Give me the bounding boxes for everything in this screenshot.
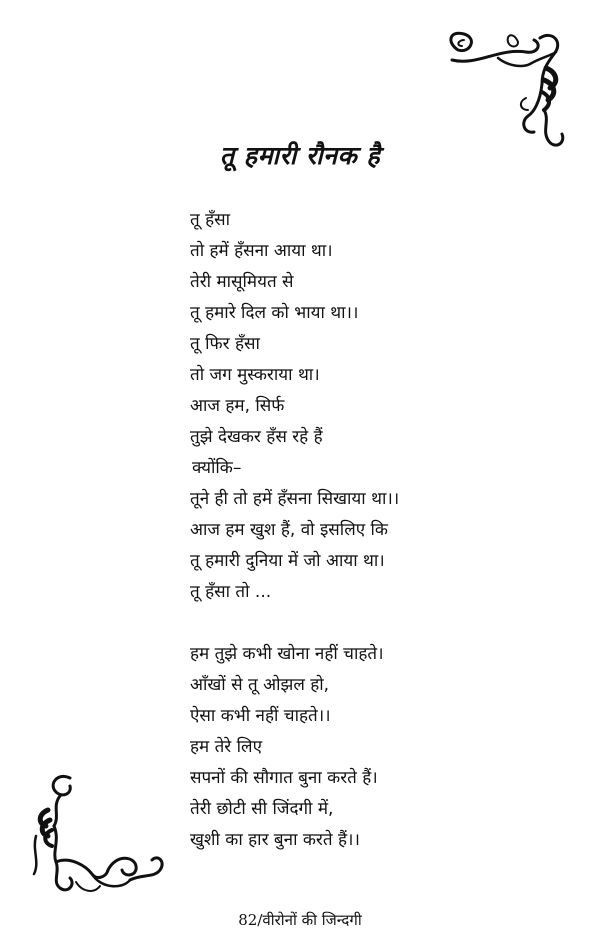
- stanza-2: [190, 639, 580, 856]
- flourish-ornament-icon: [438, 28, 573, 153]
- poem-line: तू फिर हँसा: [190, 334, 260, 354]
- poem-line: सपनों की सौगात बुना करते हैं।: [190, 768, 378, 788]
- flourish-ornament-icon: [30, 770, 170, 900]
- poem-line: ऐसा कभी नहीं चाहते।।: [190, 706, 331, 726]
- poem-line: तू हमारी दुनिया में जो आया था।: [190, 551, 385, 571]
- page-footer: 82/वीरोनों की जिन्दगी: [238, 911, 362, 929]
- poem-line: तो जग मुस्कराया था।: [190, 365, 320, 385]
- poem-line: तेरी छोटी सी जिंदगी में,: [190, 799, 334, 819]
- poem-line: आज हम, सिर्फ: [190, 396, 285, 416]
- poem-line: खुशी का हार बुना करते हैं।।: [190, 830, 360, 850]
- stanza-1: [190, 205, 580, 608]
- poem-line: आज हम खुश हैं, वो इसलिए कि: [190, 520, 388, 540]
- poem-line: हम तेरे लिए: [190, 737, 262, 757]
- poem-line: तूने ही तो हमें हँसना सिखाया था।।: [190, 489, 400, 509]
- poem-line: तू हमारे दिल को भाया था।।: [190, 303, 359, 323]
- poem-line: तुझे देखकर हँस रहे हैं: [190, 427, 323, 447]
- poem-line: तो हमें हँसना आया था।: [190, 241, 333, 261]
- poem-line: तू हँसा: [190, 210, 231, 230]
- poem-body: [190, 205, 580, 856]
- poem-line: तेरी मासूमियत से: [190, 272, 294, 292]
- poem-line: आँखों से तू ओझल हो,: [190, 675, 330, 695]
- poem-title: तू हमारी रौनक है: [219, 141, 381, 170]
- poem-line: हम तुझे कभी खोना नहीं चाहते।: [190, 644, 384, 664]
- poem-line: तू हँसा तो ...: [190, 582, 272, 602]
- poem-line: क्योंकि–: [192, 458, 242, 478]
